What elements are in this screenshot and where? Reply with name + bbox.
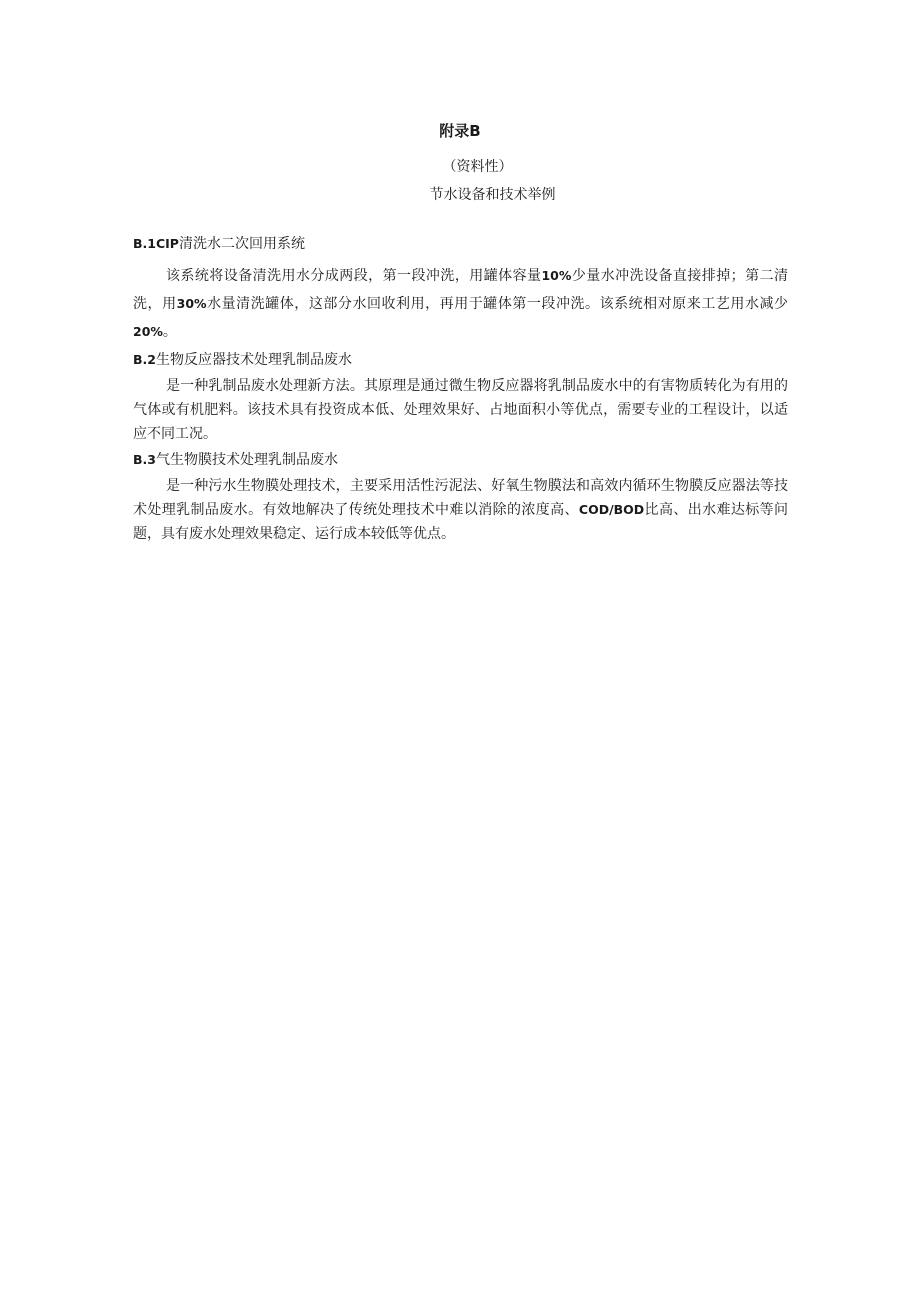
section-number: B.1CIP xyxy=(133,236,179,251)
paragraph-text: 水量清洗罐体，这部分水回收利用，再用于罐体第一段冲洗。该系统相对原来工艺用水减少 xyxy=(206,296,789,312)
paragraph-value: 20% xyxy=(133,324,163,339)
section-heading-b1 xyxy=(133,234,788,254)
section-title: 生物反应器技术处理乳制品废水 xyxy=(155,352,352,368)
section-number: B.2 xyxy=(133,352,156,367)
section-heading-b2 xyxy=(133,350,788,370)
paragraph-value: 30% xyxy=(176,296,207,311)
paragraph-text: 是一种污水生物膜处理技术，主要采用活性污泥法、好氧生物膜法和高效内循环生物膜反应器法等技术处理乳制品废水。有效地解决了传统处理技术中难以消除的浓度高、 xyxy=(133,478,788,518)
paragraph-text: 比高、出水难达标等问题，具有废水处理效果稳定、运行成本较低等优点。 xyxy=(133,502,789,542)
paragraph-text: 是一种乳制品废水处理新方法。其原理是通过微生物反应器将乳制品废水中的有害物质转化为有用的气体或有机肥料。该技术具有投资成本低、处理效果好、占地面积小等优点，需要专业的工程设计，以适应不同工况。 xyxy=(133,378,788,442)
paragraph-value: 10% xyxy=(541,268,572,283)
section-number: B.3 xyxy=(133,452,156,467)
appendix-subtitle: 节水设备和技术举例 xyxy=(429,187,556,203)
section-heading-b3 xyxy=(133,450,788,470)
appendix-note: （资料性） xyxy=(442,159,513,175)
section-paragraph-b2 xyxy=(133,374,788,446)
section-paragraph-b3 xyxy=(133,474,788,546)
section-title: 清洗水二次回用系统 xyxy=(178,236,305,252)
appendix-body xyxy=(133,234,788,550)
section-title: 气生物膜技术处理乳制品废水 xyxy=(155,452,338,468)
paragraph-text: 。 xyxy=(162,324,177,340)
appendix-title: 附录B xyxy=(439,122,481,140)
paragraph-text: 少量水冲洗设备直接排掉；第二清洗，用 xyxy=(133,268,789,312)
paragraph-value: COD/BOD xyxy=(578,502,645,517)
paragraph-text: 该系统将设备清洗用水分成两段，第一段冲洗，用罐体容量 xyxy=(166,268,542,284)
section-paragraph-b1 xyxy=(133,262,788,346)
